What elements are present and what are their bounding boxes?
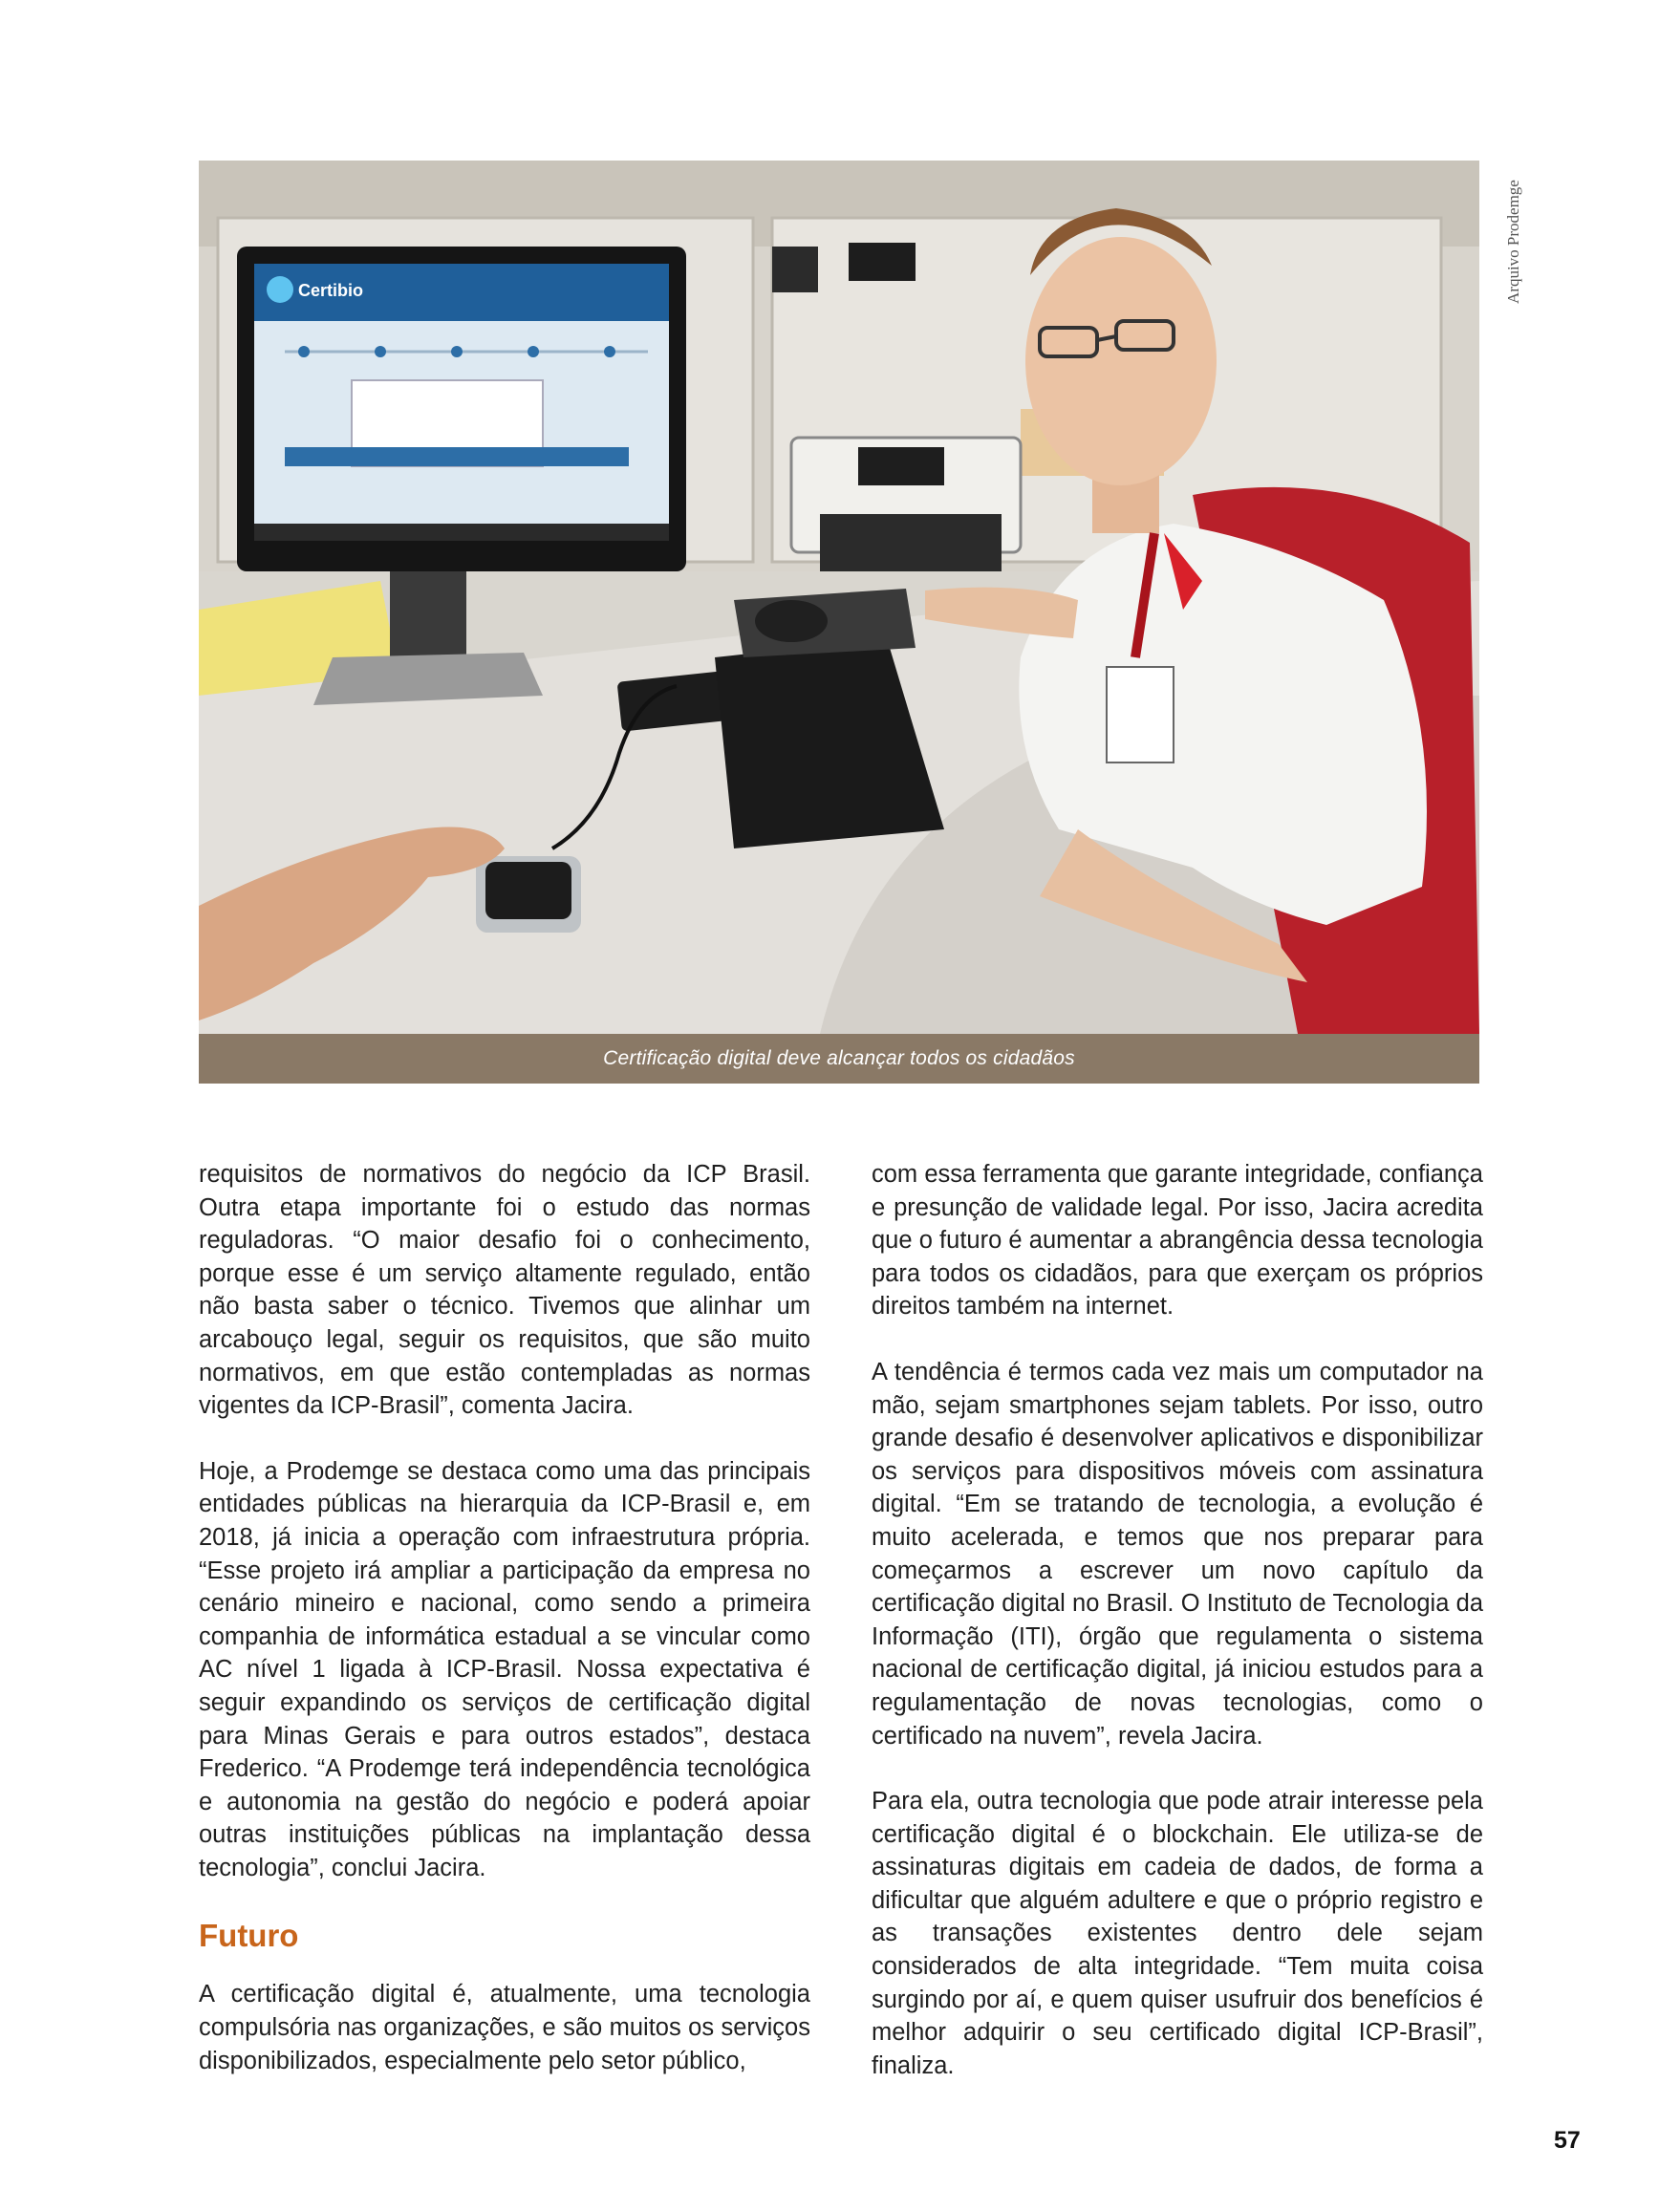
paragraph: Para ela, outra tecnologia que pode atrair interesse pela certificação digital é o blockchain. Ele utiliza-se de assinaturas digitais em cadeia de dados, de forma a dificultar que alguém adultere e que o próprio registro e as transações existentes dentro dele sejam considerados de alta integridade. “Tem muita coisa surgindo por aí, e quem quiser usufruir dos benefícios é melhor adquirir o seu certificado digital ICP-Brasil”, finaliza. (872, 1788, 1483, 2079)
paragraph: A certificação digital é, atualmente, uma tecnologia compulsória nas organizações, e são muitos os serviços disponibilizados, especialmente pelo setor público, (199, 1981, 810, 2074)
photo-caption-text: Certificação digital deve alcançar todos os cidadãos (603, 1047, 1075, 1069)
article-column-right (872, 1158, 1483, 2115)
article-photo (199, 161, 1479, 1034)
office-scene-illustration (199, 161, 1479, 1034)
paragraph: com essa ferramenta que garante integridade, confiança e presunção de validade legal. Por isso, Jacira acredita que o futuro é aumentar a abrangência dessa tecnologia para todos os cidadãos, para que exerçam os próprios direitos também na internet. (872, 1161, 1483, 1321)
photo-caption (199, 1034, 1479, 1084)
page-number: 57 (1554, 2127, 1581, 2154)
article-column-left (199, 1158, 810, 2110)
section-heading: Futuro (199, 1918, 299, 1954)
paragraph: requisitos de normativos do negócio da ICP Brasil. Outra etapa importante foi o estudo das normas reguladoras. “O maior desafio foi o conhecimento, porque esse é um serviço altamente regulado, então não basta saber o técnico. Tivemos que alinhar um arcabouço legal, seguir os requisitos, que são muito normativos, em que estão contempladas as normas vigentes da ICP-Brasil”, comenta Jacira. (199, 1161, 810, 1420)
photo-credit: Arquivo Prodemge (1504, 180, 1522, 304)
svg-text:Certibio: Certibio (298, 281, 364, 300)
paragraph: Hoje, a Prodemge se destaca como uma das principais entidades públicas na hierarquia da ICP-Brasil e, em 2018, já inicia a operação com infraestrutura própria. “Esse projeto irá ampliar a participação da empresa no cenário mineiro e nacional, como sendo a primeira companhia de informática estadual a se vincular como AC nível 1 ligada à ICP-Brasil. Nossa expectativa é seguir expandindo os serviços de certificação digital para Minas Gerais e para outros estados”, destaca Frederico. “A Prodemge terá independência tecnológica e autonomia na gestão do negócio e poderá apoiar outras instituições públicas na implantação dessa tecnologia”, conclui Jacira. (199, 1457, 810, 1881)
paragraph: A tendência é termos cada vez mais um computador na mão, sejam smartphones sejam tablets. Por isso, outro grande desafio é desenvolver aplicativos e disponibilizar os serviços para dispositivos móveis com assinatura digital. “Em se tratando de tecnologia, a evolução é muito acelerada, e temos que nos preparar para começarmos a escrever um novo capítulo da certificação digital no Brasil. O Instituto de Tecnologia da Informação (ITI), órgão que regulamenta o sistema nacional de certificação digital, já iniciou estudos para a regulamentação de novas tecnologias, como o certificado na nuvem”, revela Jacira. (872, 1358, 1483, 1750)
